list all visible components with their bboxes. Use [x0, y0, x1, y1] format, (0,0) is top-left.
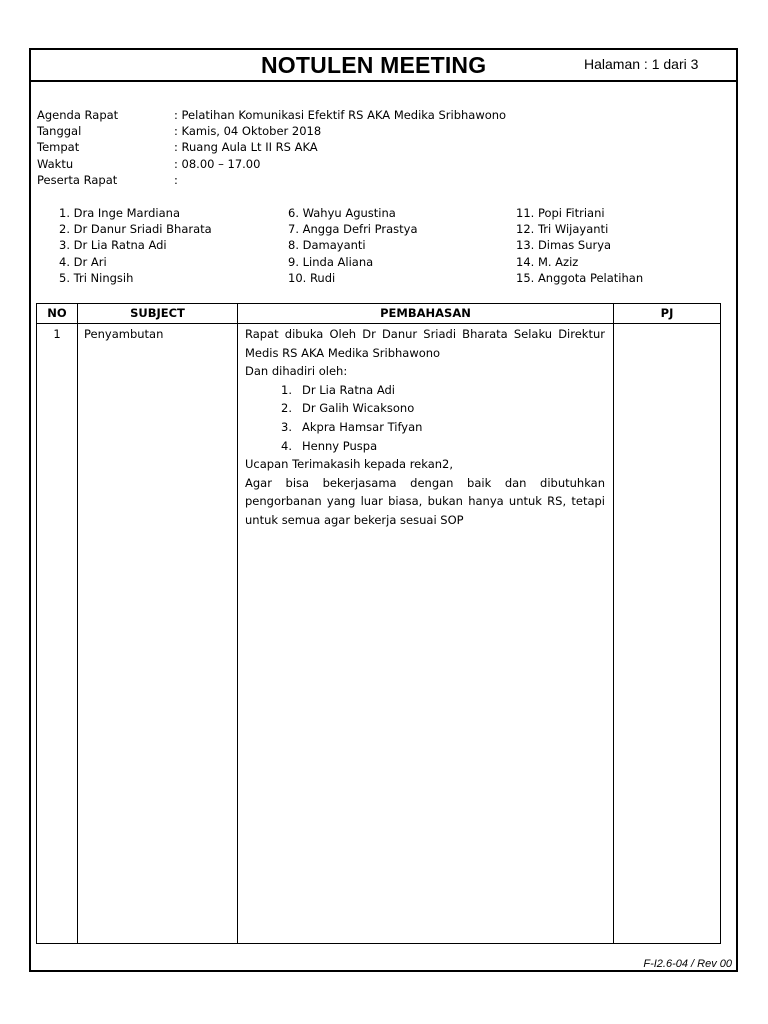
list-text: Dr Lia Ratna Adi — [302, 382, 395, 397]
list-item — [245, 399, 605, 418]
row-number: 1 — [53, 327, 61, 341]
list-number: 1. — [281, 382, 292, 397]
column-divider — [77, 304, 78, 943]
list-number: 3. — [281, 419, 292, 434]
minutes-table — [36, 303, 721, 944]
header-no: NO — [47, 306, 67, 320]
participant-item: 3. Dr Lia Ratna Adi — [59, 238, 167, 253]
meta-row-agenda — [37, 107, 506, 123]
meta-value: : 08.00 – 17.00 — [174, 156, 261, 171]
pembahasan-line: Agar bisa bekerjasama dengan baik dan dibutuhkan — [245, 475, 605, 490]
participant-item: 5. Tri Ningsih — [59, 270, 134, 285]
participant-item: 11. Popi Fitriani — [516, 206, 605, 220]
participant-item: 1. Dra Inge Mardiana — [59, 206, 180, 220]
list-number: 2. — [281, 401, 292, 416]
list-text: Dr Galih Wicaksono — [302, 401, 415, 416]
meta-value: : Ruang Aula Lt II RS AKA — [174, 140, 318, 155]
pembahasan-line: Dan dihadiri oleh: — [245, 364, 348, 379]
meta-label: Tempat — [37, 140, 80, 155]
header-divider — [37, 323, 720, 324]
meta-value: : — [174, 172, 178, 187]
participant-item: 10. Rudi — [288, 270, 336, 285]
pembahasan-line: untuk semua agar bekerja sesuai SOP — [245, 512, 464, 527]
participant-item: 9. Linda Aliana — [288, 254, 374, 269]
meeting-meta — [37, 107, 506, 188]
meta-label: Waktu — [37, 156, 74, 171]
row-pembahasan — [245, 325, 605, 530]
list-number: 4. — [281, 438, 292, 453]
page-title: NOTULEN MEETING — [261, 52, 487, 78]
list-text: Akpra Hamsar Tifyan — [302, 419, 423, 434]
column-divider — [613, 304, 614, 943]
participant-item: 4. Dr Ari — [59, 254, 107, 269]
list-item — [245, 437, 605, 456]
page-number: Halaman : 1 dari 3 — [584, 56, 699, 72]
participant-item: 14. M. Aziz — [516, 254, 579, 269]
meta-row-tempat — [37, 139, 506, 155]
meta-label: Agenda Rapat — [37, 108, 119, 122]
participant-item: 6. Wahyu Agustina — [288, 206, 396, 220]
pembahasan-line: pengorbanan yang luar biasa, bukan hanya untuk RS, tetapi — [245, 494, 605, 509]
participant-item: 13. Dimas Surya — [516, 238, 612, 253]
meta-value: : Kamis, 04 Oktober 2018 — [174, 124, 322, 139]
list-item — [245, 418, 605, 437]
participant-item: 7. Angga Defri Prastya — [288, 222, 418, 237]
participant-item: 12. Tri Wijayanti — [516, 222, 609, 237]
participants-column-3 — [516, 205, 643, 286]
list-text: Henny Puspa — [302, 438, 378, 453]
meta-row-waktu — [37, 156, 506, 172]
pembahasan-line: Medis RS AKA Medika Sribhawono — [245, 345, 441, 360]
participants-column-1 — [59, 205, 212, 286]
header-pembahasan: PEMBAHASAN — [380, 306, 471, 320]
meta-label: Peserta Rapat — [37, 172, 118, 187]
participant-item: 15. Anggota Pelatihan — [516, 270, 644, 285]
meta-value: : Pelatihan Komunikasi Efektif RS AKA Medika Sribhawono — [174, 108, 507, 122]
participant-item: 8. Damayanti — [288, 238, 366, 253]
attendee-list — [245, 381, 605, 455]
meta-label: Tanggal — [37, 124, 82, 139]
column-divider — [237, 304, 238, 943]
form-code: F-I2.6-04 / Rev 00 — [643, 958, 732, 970]
header-pj: PJ — [660, 306, 674, 320]
list-item — [245, 381, 605, 400]
header-subject: SUBJECT — [130, 306, 185, 320]
participant-item: 2. Dr Danur Sriadi Bharata — [59, 222, 212, 237]
title-bar — [31, 50, 736, 82]
pembahasan-line: Ucapan Terimakasih kepada rekan2, — [245, 457, 454, 472]
participants-column-2 — [288, 205, 418, 286]
meta-row-peserta — [37, 172, 506, 188]
meta-row-tanggal — [37, 123, 506, 139]
pembahasan-line: Rapat dibuka Oleh Dr Danur Sriadi Bharata Selaku Direktur — [245, 327, 605, 341]
row-subject: Penyambutan — [84, 327, 164, 341]
